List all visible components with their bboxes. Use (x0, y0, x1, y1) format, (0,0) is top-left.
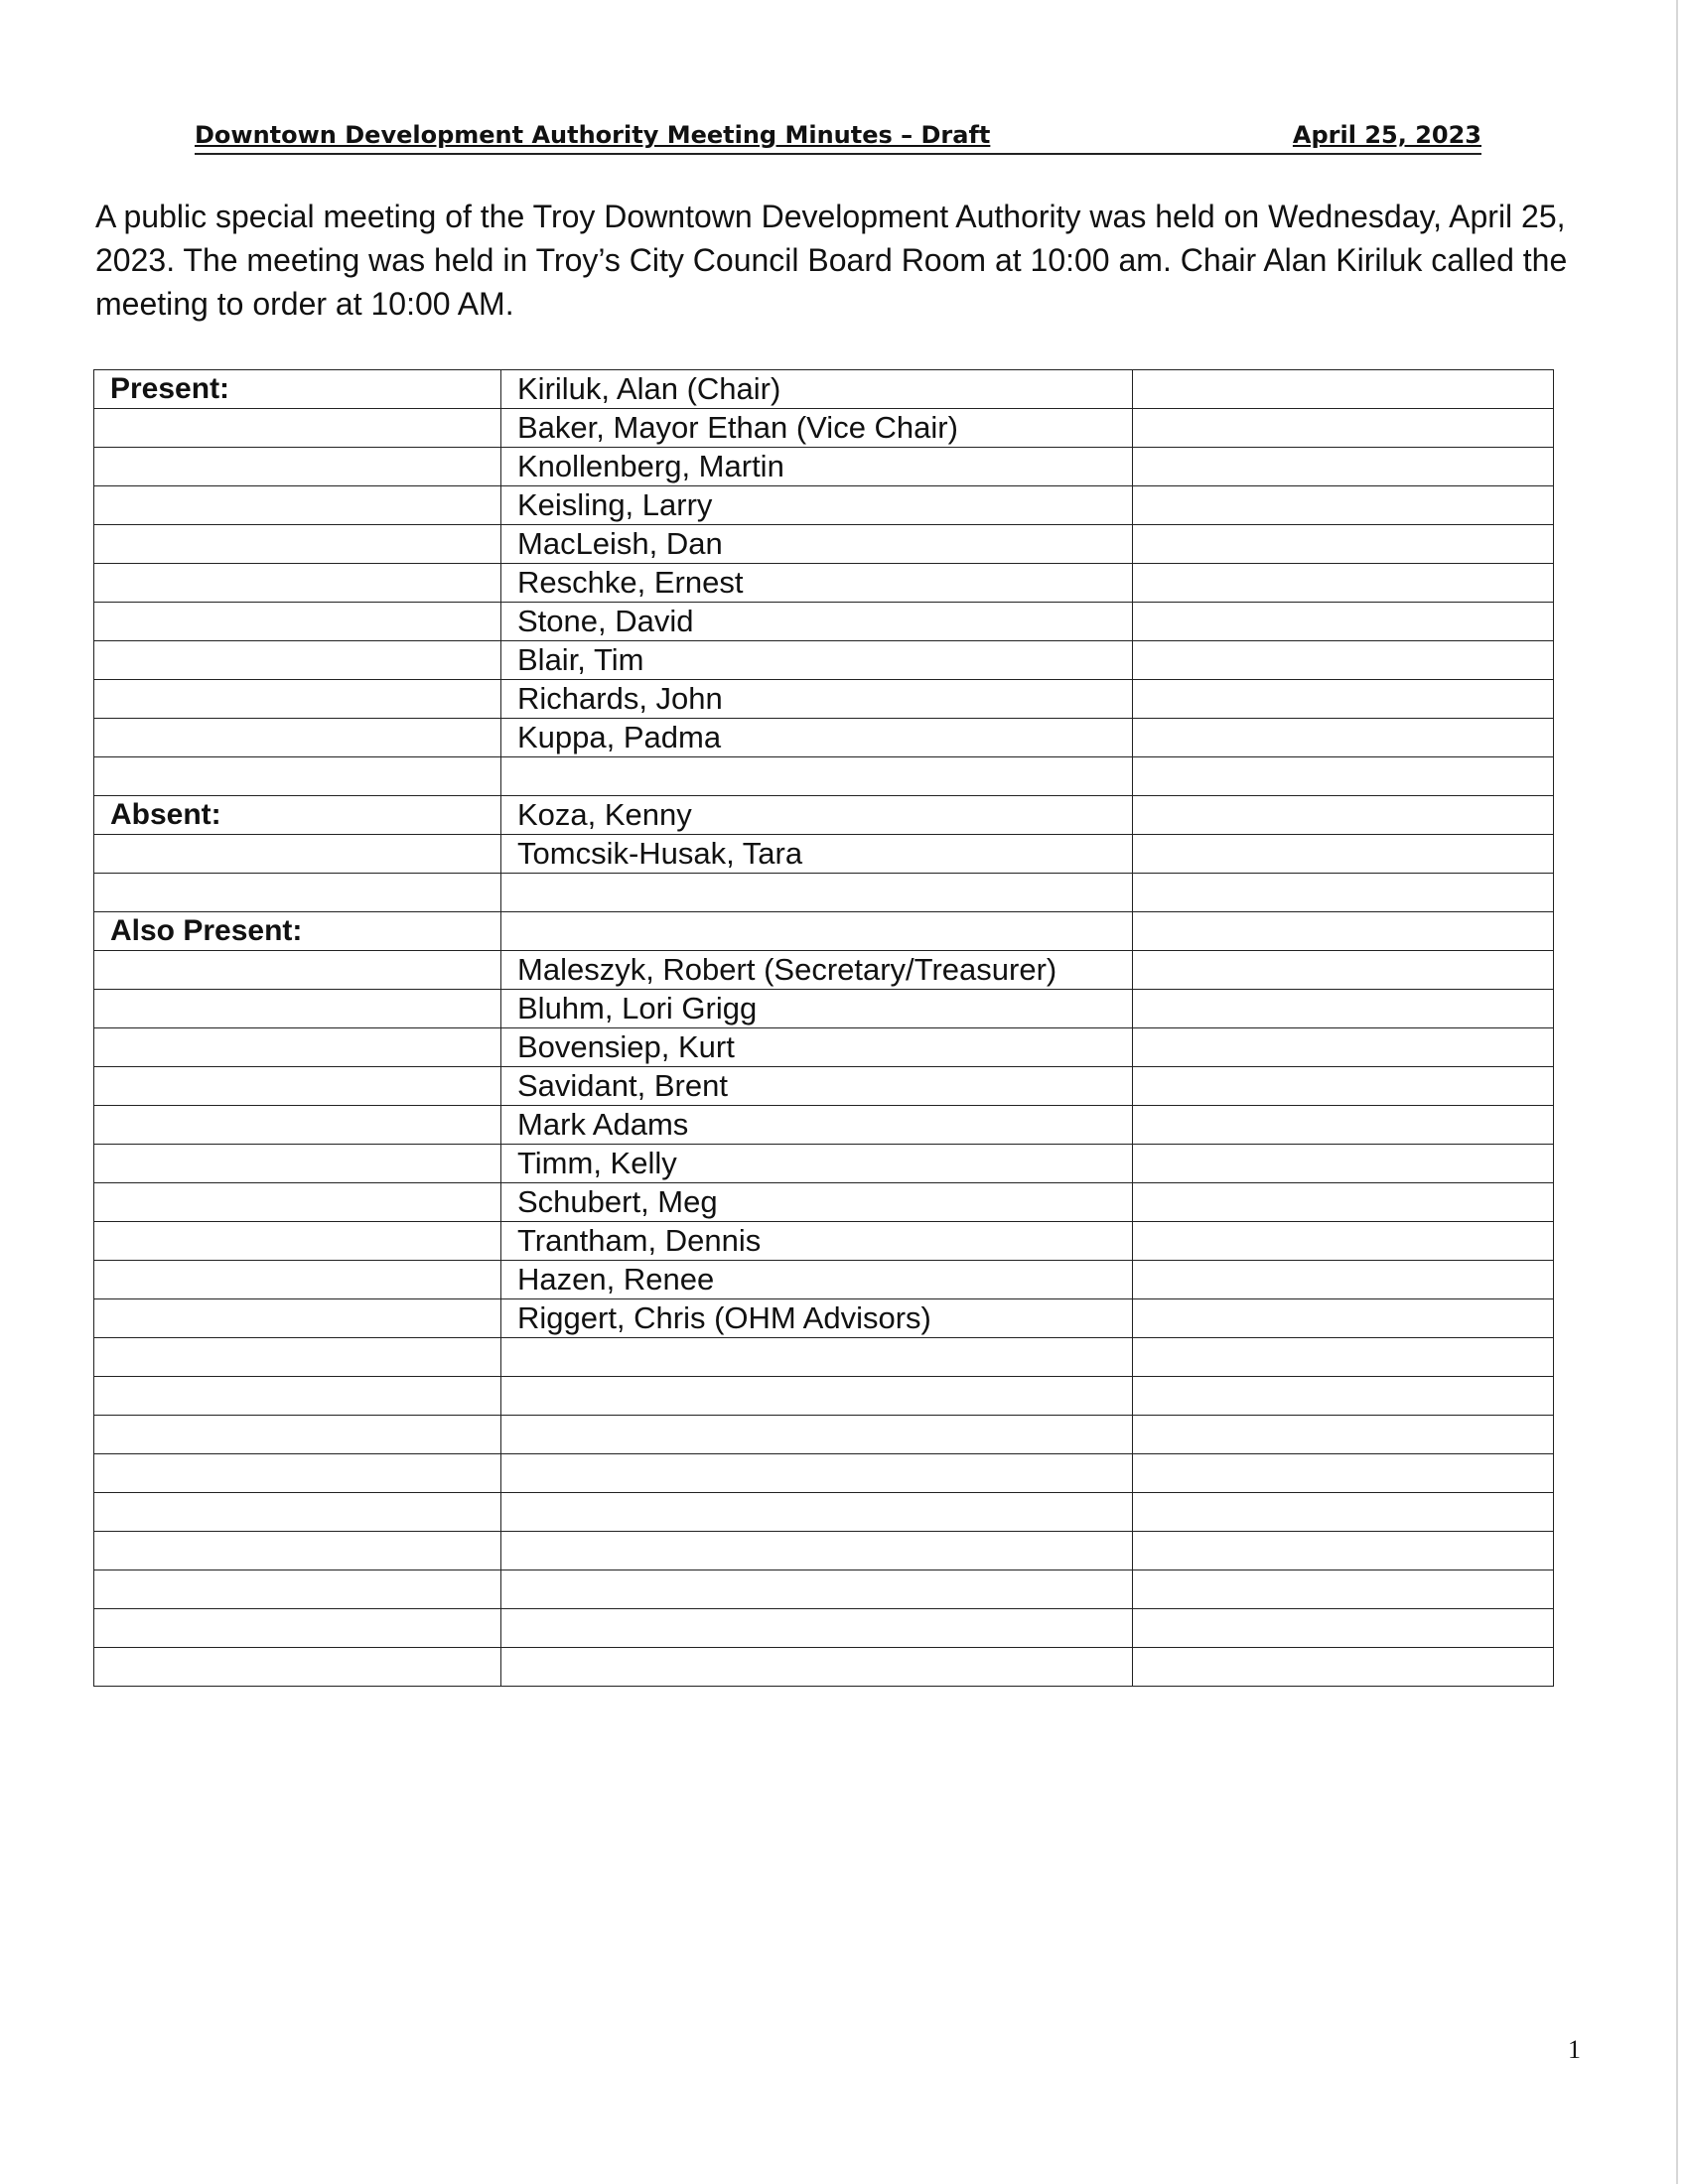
blank-cell (1133, 641, 1554, 680)
attendance-category-cell (94, 641, 501, 680)
attendee-name-cell: Maleszyk, Robert (Secretary/Treasurer) (501, 951, 1133, 990)
attendance-category-cell (94, 835, 501, 874)
attendance-category-cell (94, 1145, 501, 1183)
table-row (94, 1493, 1554, 1532)
table-row (94, 719, 1554, 757)
table-row (94, 680, 1554, 719)
blank-cell (1133, 719, 1554, 757)
attendance-category-cell (94, 1648, 501, 1687)
blank-cell (1133, 1145, 1554, 1183)
blank-cell (1133, 990, 1554, 1028)
page-number: 1 (1568, 2035, 1581, 2064)
header-date: April 25, 2023 (1292, 121, 1481, 149)
attendee-name-cell (501, 1570, 1133, 1609)
header-title: Downtown Development Authority Meeting Minutes – Draft (195, 121, 991, 149)
table-row (94, 525, 1554, 564)
attendee-name-cell: Schubert, Meg (501, 1183, 1133, 1222)
attendance-category-cell (94, 874, 501, 912)
blank-cell (1133, 1183, 1554, 1222)
attendance-category-cell (94, 1454, 501, 1493)
attendance-category-cell (94, 757, 501, 796)
attendance-category-cell (94, 1261, 501, 1299)
attendance-category-cell (94, 603, 501, 641)
attendance-category-cell: Present: (94, 370, 501, 409)
attendee-name-cell: Hazen, Renee (501, 1261, 1133, 1299)
blank-cell (1133, 1609, 1554, 1648)
attendance-category-cell (94, 486, 501, 525)
attendee-name-cell (501, 1609, 1133, 1648)
table-row (94, 757, 1554, 796)
attendance-category-cell (94, 564, 501, 603)
table-row (94, 1222, 1554, 1261)
blank-cell (1133, 603, 1554, 641)
attendance-category-cell (94, 1493, 501, 1532)
blank-cell (1133, 874, 1554, 912)
blank-cell (1133, 1067, 1554, 1106)
attendance-category-cell: Also Present: (94, 912, 501, 951)
blank-cell (1133, 1377, 1554, 1416)
document-header (195, 121, 1481, 155)
attendee-name-cell: Stone, David (501, 603, 1133, 641)
blank-cell (1133, 1106, 1554, 1145)
attendance-category-cell (94, 1299, 501, 1338)
blank-cell (1133, 757, 1554, 796)
blank-cell (1133, 1416, 1554, 1454)
table-row (94, 912, 1554, 951)
scan-edge-line (1676, 0, 1678, 2184)
blank-cell (1133, 486, 1554, 525)
attendee-name-cell (501, 1454, 1133, 1493)
table-row (94, 564, 1554, 603)
attendee-name-cell: Koza, Kenny (501, 796, 1133, 835)
attendance-category-cell (94, 1609, 501, 1648)
blank-cell (1133, 409, 1554, 448)
blank-cell (1133, 1532, 1554, 1570)
attendee-name-cell (501, 874, 1133, 912)
blank-cell (1133, 1222, 1554, 1261)
attendee-name-cell (501, 1338, 1133, 1377)
attendance-category-cell (94, 448, 501, 486)
blank-cell (1133, 912, 1554, 951)
attendee-name-cell: Reschke, Ernest (501, 564, 1133, 603)
table-row (94, 1609, 1554, 1648)
table-row (94, 1028, 1554, 1067)
table-row (94, 1454, 1554, 1493)
blank-cell (1133, 1570, 1554, 1609)
attendance-category-cell (94, 1106, 501, 1145)
blank-cell (1133, 1338, 1554, 1377)
table-row (94, 1377, 1554, 1416)
blank-cell (1133, 951, 1554, 990)
attendance-category-cell (94, 1183, 501, 1222)
attendance-category-cell (94, 1067, 501, 1106)
attendee-name-cell: Richards, John (501, 680, 1133, 719)
table-row (94, 1299, 1554, 1338)
blank-cell (1133, 1493, 1554, 1532)
table-row (94, 1106, 1554, 1145)
attendee-name-cell (501, 757, 1133, 796)
blank-cell (1133, 1028, 1554, 1067)
intro-paragraph: A public special meeting of the Troy Downtown Development Authority was held on Wednesday, April 25, 2023. The meeting was held in Troy’s City Council Board Room at 10:00 am. Chair Alan Kiriluk called the meeting to order at 10:00 AM. (95, 199, 1568, 322)
table-row (94, 641, 1554, 680)
table-row (94, 1183, 1554, 1222)
table-row (94, 370, 1554, 409)
attendee-name-cell: Savidant, Brent (501, 1067, 1133, 1106)
blank-cell (1133, 1261, 1554, 1299)
attendance-category-cell (94, 951, 501, 990)
table-row (94, 835, 1554, 874)
attendee-name-cell: Keisling, Larry (501, 486, 1133, 525)
attendee-name-cell: Bluhm, Lori Grigg (501, 990, 1133, 1028)
blank-cell (1133, 448, 1554, 486)
blank-cell (1133, 1648, 1554, 1687)
blank-cell (1133, 680, 1554, 719)
blank-cell (1133, 1299, 1554, 1338)
attendee-name-cell (501, 1493, 1133, 1532)
attendee-name-cell: Riggert, Chris (OHM Advisors) (501, 1299, 1133, 1338)
attendance-category-cell (94, 1338, 501, 1377)
attendee-name-cell (501, 912, 1133, 951)
table-row (94, 1261, 1554, 1299)
attendee-name-cell: Kuppa, Padma (501, 719, 1133, 757)
blank-cell (1133, 370, 1554, 409)
attendance-table (93, 369, 1554, 1687)
attendee-name-cell (501, 1416, 1133, 1454)
table-row (94, 1145, 1554, 1183)
attendance-category-cell (94, 1028, 501, 1067)
table-row (94, 1338, 1554, 1377)
attendee-name-cell: Tomcsik-Husak, Tara (501, 835, 1133, 874)
attendee-name-cell (501, 1648, 1133, 1687)
attendance-category-cell (94, 1377, 501, 1416)
table-row (94, 448, 1554, 486)
attendee-name-cell (501, 1532, 1133, 1570)
table-row (94, 603, 1554, 641)
blank-cell (1133, 835, 1554, 874)
blank-cell (1133, 796, 1554, 835)
table-row (94, 796, 1554, 835)
attendance-category-cell (94, 1416, 501, 1454)
attendance-category-cell (94, 525, 501, 564)
table-row (94, 951, 1554, 990)
table-row (94, 990, 1554, 1028)
attendance-category-cell (94, 719, 501, 757)
table-row (94, 409, 1554, 448)
table-row (94, 874, 1554, 912)
table-row (94, 1067, 1554, 1106)
attendee-name-cell: Blair, Tim (501, 641, 1133, 680)
table-row (94, 1570, 1554, 1609)
attendance-category-cell: Absent: (94, 796, 501, 835)
table-row (94, 1532, 1554, 1570)
attendee-name-cell: Knollenberg, Martin (501, 448, 1133, 486)
table-row (94, 1648, 1554, 1687)
attendee-name-cell: MacLeish, Dan (501, 525, 1133, 564)
blank-cell (1133, 564, 1554, 603)
attendance-category-cell (94, 1532, 501, 1570)
table-row (94, 486, 1554, 525)
attendee-name-cell: Trantham, Dennis (501, 1222, 1133, 1261)
attendance-category-cell (94, 1570, 501, 1609)
attendance-category-cell (94, 990, 501, 1028)
attendee-name-cell: Timm, Kelly (501, 1145, 1133, 1183)
attendee-name-cell: Mark Adams (501, 1106, 1133, 1145)
blank-cell (1133, 1454, 1554, 1493)
attendee-name-cell: Baker, Mayor Ethan (Vice Chair) (501, 409, 1133, 448)
attendee-name-cell (501, 1377, 1133, 1416)
attendance-category-cell (94, 409, 501, 448)
blank-cell (1133, 525, 1554, 564)
attendance-category-cell (94, 680, 501, 719)
attendance-table-body (94, 370, 1554, 1687)
attendee-name-cell: Bovensiep, Kurt (501, 1028, 1133, 1067)
attendee-name-cell: Kiriluk, Alan (Chair) (501, 370, 1133, 409)
table-row (94, 1416, 1554, 1454)
attendance-category-cell (94, 1222, 501, 1261)
